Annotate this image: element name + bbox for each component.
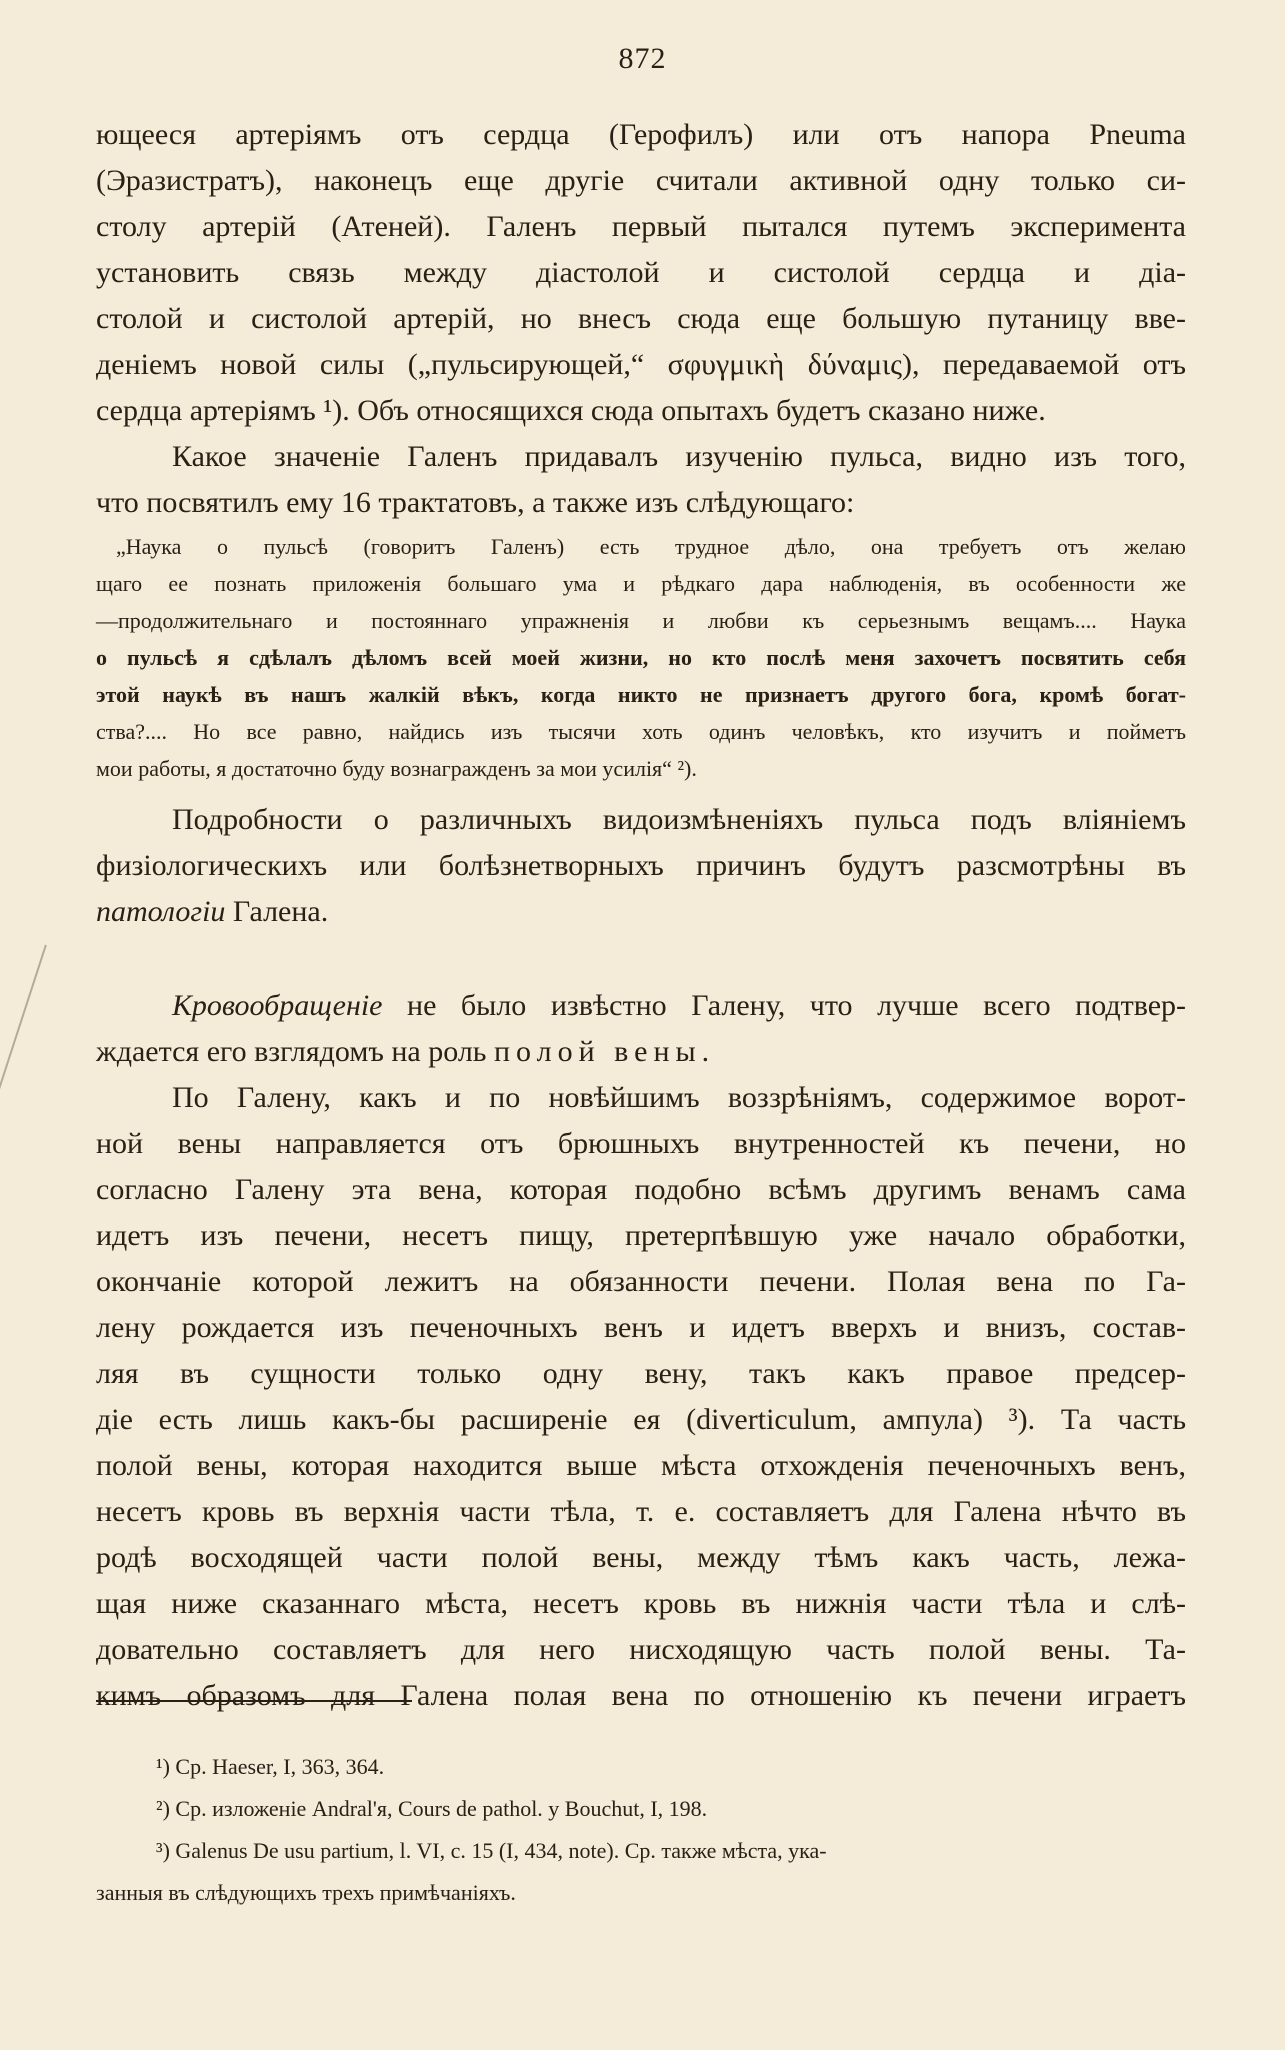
text-line: Подробности о различныхъ видоизмѣненіяхъ пульса подъ вліяніемъ [172,803,1186,836]
italic-term: Кровообращеніе [172,989,383,1022]
text-line [96,1029,1186,1075]
text-line [96,889,1186,935]
text-line: довательно составляетъ для него нисходящую часть полой вены. Та- [96,1633,1186,1666]
quote-line: —продолжительнаго и постояннаго упражненія и любви къ серьезнымъ вещамъ.... Наука [96,608,1186,633]
text-line: (Эразистратъ), наконецъ еще другіе считали активной одну только си- [96,164,1186,197]
quote-line: ства?.... Но все равно, найдись изъ тысячи хоть одинъ человѣкъ, кто изучитъ и пойметъ [96,719,1186,744]
text-line: ющееся артеріямъ отъ сердца (Герофилъ) или отъ напора Pneuma [96,118,1186,151]
galen-quote [96,528,1186,787]
text-line: несетъ кровь въ верхнія части тѣла, т. е. составляетъ для Галена нѣчто въ [96,1495,1186,1528]
text-line: лену рождается изъ печеночныхъ венъ и идетъ вверхъ и внизъ, состав- [96,1311,1186,1344]
quote-line: „Наука о пульсѣ (говоритъ Галенъ) есть трудное дѣло, она требуетъ отъ желаю [116,534,1186,559]
footnote-divider [96,1700,412,1702]
text-line: деніемъ новой силы („пульсирующей,“ σφυγμικὴ δύναμις), передаваемой отъ [96,348,1186,381]
text-line: полой вены, которая находится выше мѣста отхожденія печеночныхъ венъ, [96,1449,1186,1482]
text-line: столой и систолой артерій, но внесъ сюда еще большую путаницу вве- [96,302,1186,335]
text-line: что посвятилъ ему 16 трактатовъ, а также изъ слѣдующаго: [96,486,855,519]
page-number: 872 [618,42,667,75]
text-line: родѣ восходящей части полой вены, между тѣмъ какъ часть, лежа- [96,1541,1186,1574]
text-line: сердца артеріямъ ¹). Объ относящихся сюда опытахъ будетъ сказано ниже. [96,394,1046,427]
text-line: физіологическихъ или болѣзнетворныхъ причинъ будутъ разсмотрѣны въ [96,849,1186,882]
paragraph-pulse-theories [96,112,1186,434]
margin-pencil-mark [0,945,47,1136]
footnote: ¹) Ср. Haeser, I, 363, 364. [156,1754,385,1779]
text-line [96,983,1186,1029]
text-line: По Галену, какъ и по новѣйшимъ воззрѣніямъ, содержимое ворот- [172,1081,1186,1114]
quote-line: мои работы, я достаточно буду вознагражденъ за мои усилія“ ²). [96,756,697,781]
spaced-term: полой вены. [493,1035,716,1068]
paragraph-circulation [96,983,1186,1075]
main-text [96,112,1186,1719]
text-line: ляя въ сущности только одну вену, такъ какъ правое предсер- [96,1357,1186,1390]
footnote-continuation: занныя въ слѣдующихъ трехъ примѣчаніяхъ. [96,1880,516,1905]
text-line: Какое значеніе Галенъ придавалъ изученію пульса, видно изъ того, [172,440,1186,473]
text-line: кимъ образомъ для Галена полая вена по отношенію къ печени играетъ [96,1679,1186,1712]
footnote: ²) Ср. изложеніе Andral'я, Cours de pathol. у Bouchut, I, 198. [156,1796,708,1821]
quote-line: этой наукѣ въ нашъ жалкій вѣкъ, когда никто не признаетъ другого бога, кромѣ богат- [96,682,1186,707]
text-line: окончаніе которой лежитъ на обязанности печени. Полая вена по Га- [96,1265,1186,1298]
quote-line: о пульсѣ я сдѣлалъ дѣломъ всей моей жизни, но кто послѣ меня захочетъ посвятить себя [96,645,1186,670]
text-line: согласно Галену эта вена, которая подобно всѣмъ другимъ венамъ сама [96,1173,1186,1206]
text-line: столу артерій (Атеней). Галенъ первый пытался путемъ эксперимента [96,210,1186,243]
paragraph-galen-pulse [96,434,1186,526]
quote-line: щаго ее познать приложенія большаго ума и рѣдкаго дара наблюденія, въ особенности же [96,571,1186,596]
footnotes [96,1746,1186,1914]
text-line: ной вены направляется отъ брюшныхъ внутренностей къ печени, но [96,1127,1186,1160]
text-span: Галена. [225,895,329,928]
text-line: идетъ изъ печени, несетъ пищу, претерпѣвшую уже начало обработки, [96,1219,1186,1252]
text-span: не было извѣстно Галену, что лучше всего подтвер- [382,989,1186,1022]
text-line: установить связь между діастолой и систолой сердца и діа- [96,256,1186,289]
text-line: діе есть лишь какъ-бы расширеніе ея (diverticulum, ампула) ³). Та часть [96,1403,1186,1436]
footnote: ³) Galenus De usu partium, l. VI, c. 15 (I, 434, note). Ср. также мѣста, ука- [156,1838,827,1863]
italic-term: патологіи [96,895,226,928]
paragraph-pathology [96,797,1186,935]
text-line: щая ниже сказаннаго мѣста, несетъ кровь въ нижнія части тѣла и слѣ- [96,1587,1186,1620]
text-span: ждается его взглядомъ на роль [96,1035,494,1068]
paragraph-portal-vein [96,1075,1186,1719]
